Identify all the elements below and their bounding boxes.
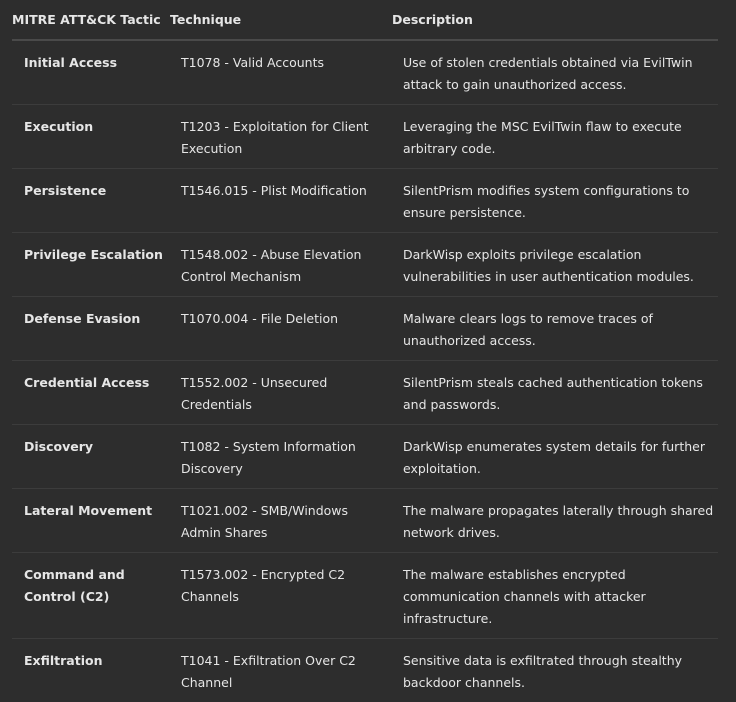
cell-tactic: Command and Control (C2) [12, 553, 170, 639]
cell-description: DarkWisp exploits privilege escalation vulnerabilities in user authentication modules. [392, 233, 718, 297]
cell-technique: T1041 - Exfiltration Over C2 Channel [170, 639, 392, 702]
table-row [12, 105, 718, 169]
cell-tactic: Initial Access [12, 40, 170, 105]
cell-tactic: Discovery [12, 425, 170, 489]
table-row [12, 169, 718, 233]
header-tactic: MITRE ATT&CK Tactic [12, 0, 170, 40]
mitre-attack-table [12, 0, 718, 702]
cell-technique: T1548.002 - Abuse Elevation Control Mechanism [170, 233, 392, 297]
cell-tactic: Credential Access [12, 361, 170, 425]
table-row [12, 297, 718, 361]
cell-description: Leveraging the MSC EvilTwin flaw to execute arbitrary code. [392, 105, 718, 169]
header-description: Description [392, 0, 718, 40]
cell-technique: T1546.015 - Plist Modification [170, 169, 392, 233]
cell-technique: T1552.002 - Unsecured Credentials [170, 361, 392, 425]
cell-technique: T1070.004 - File Deletion [170, 297, 392, 361]
cell-tactic: Exfiltration [12, 639, 170, 702]
cell-description: DarkWisp enumerates system details for further exploitation. [392, 425, 718, 489]
cell-description: The malware establishes encrypted communication channels with attacker infrastructure. [392, 553, 718, 639]
cell-technique: T1203 - Exploitation for Client Execution [170, 105, 392, 169]
cell-technique: T1078 - Valid Accounts [170, 40, 392, 105]
table-row [12, 639, 718, 702]
table-row [12, 361, 718, 425]
cell-description: SilentPrism modifies system configurations to ensure persistence. [392, 169, 718, 233]
cell-technique: T1021.002 - SMB/Windows Admin Shares [170, 489, 392, 553]
cell-description: The malware propagates laterally through shared network drives. [392, 489, 718, 553]
cell-tactic: Execution [12, 105, 170, 169]
cell-technique: T1082 - System Information Discovery [170, 425, 392, 489]
cell-tactic: Privilege Escalation [12, 233, 170, 297]
table-row [12, 425, 718, 489]
cell-description: SilentPrism steals cached authentication tokens and passwords. [392, 361, 718, 425]
table-row [12, 233, 718, 297]
cell-description: Sensitive data is exfiltrated through stealthy backdoor channels. [392, 639, 718, 702]
cell-description: Use of stolen credentials obtained via EvilTwin attack to gain unauthorized access. [392, 40, 718, 105]
table-row [12, 489, 718, 553]
table-row [12, 40, 718, 105]
cell-technique: T1573.002 - Encrypted C2 Channels [170, 553, 392, 639]
table-row [12, 553, 718, 639]
cell-tactic: Persistence [12, 169, 170, 233]
cell-tactic: Lateral Movement [12, 489, 170, 553]
header-technique: Technique [170, 0, 392, 40]
cell-tactic: Defense Evasion [12, 297, 170, 361]
header-row [12, 0, 718, 40]
cell-description: Malware clears logs to remove traces of unauthorized access. [392, 297, 718, 361]
